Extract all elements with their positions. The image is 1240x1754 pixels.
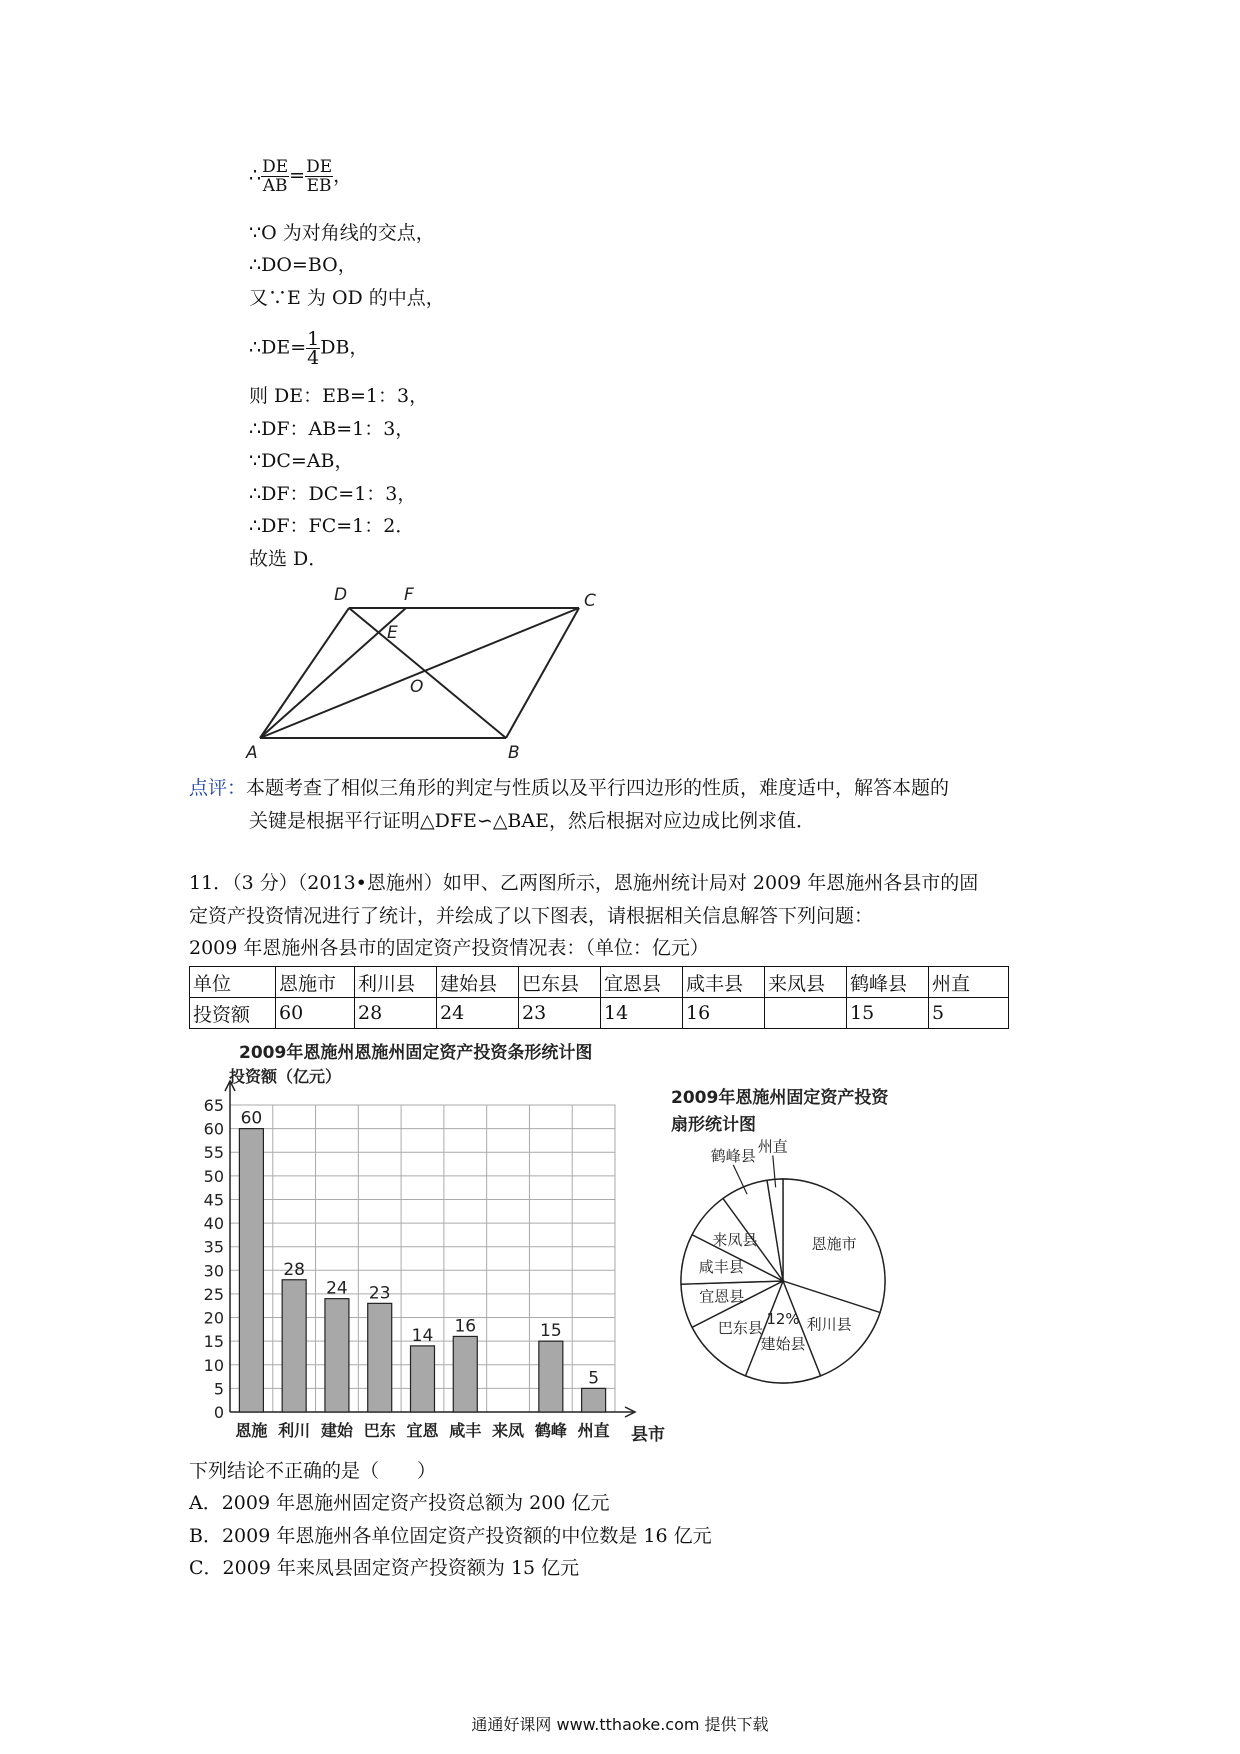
fraction-denominator: AB [262,176,288,196]
de-equals: ∴DE= [249,336,307,359]
x-tick-label: 来凤 [492,1421,525,1440]
x-tick-label: 咸丰 [449,1421,482,1440]
bar-data-label: 28 [283,1259,305,1280]
y-tick-label: 15 [203,1332,224,1352]
question-prompt: 下列结论不正确的是（ ） [189,1460,437,1482]
y-tick-label: 60 [203,1119,224,1139]
comma: ， [333,164,353,187]
fraction-numerator: DE [262,157,289,177]
table-cell: 建始县 [437,967,519,998]
solution-line-9: ∴DF：DC=1：3， [249,483,417,505]
bar-恩施 [239,1129,263,1412]
bar-data-label: 14 [411,1325,434,1346]
bar-data-label: 23 [368,1283,391,1304]
table-cell: 巴东县 [519,967,601,998]
solution-line-11: 故选 D． [249,548,328,570]
table-cell: 60 [276,998,355,1029]
y-tick-label: 0 [213,1403,224,1422]
fraction-one-quarter [306,330,320,367]
y-tick-label: 55 [203,1143,224,1163]
table-cell: 来凤县 [765,967,847,998]
x-tick-label: 恩施 [235,1421,268,1440]
y-tick-label: 25 [203,1284,224,1304]
table-cell: 州直 [929,967,1009,998]
parallelogram-figure [240,580,620,760]
x-tick-label: 宜恩 [406,1421,439,1440]
db-suffix: DB， [320,336,369,359]
question-line-2: 定资产投资情况进行了统计，并绘成了以下图表，请根据相关信息解答下列问题： [189,905,874,927]
option-c: C．2009 年来凤县固定资产投资额为 15 亿元 [189,1557,580,1579]
side-da [260,608,349,738]
y-tick-label: 40 [203,1214,224,1234]
label-d: D [334,585,348,605]
bar-data-label: 15 [540,1321,562,1342]
pie-title-line-1: 2009年恩施州固定资产投资 [671,1088,889,1108]
y-tick-label: 50 [203,1166,224,1186]
fraction-de-ab [261,158,289,195]
solution-line-1 [249,158,352,195]
table-value-row [190,998,1009,1029]
y-tick-label: 35 [203,1237,224,1257]
y-tick-label: 20 [203,1308,224,1328]
solution-line-4: 又∵E 为 OD 的中点， [249,287,445,309]
bar-鹤峰 [539,1341,563,1412]
y-tick-label: 5 [213,1379,224,1399]
solution-line-5 [249,330,368,367]
bar-data-label: 60 [240,1108,263,1129]
option-b: B．2009 年恩施州各单位固定资产投资额的中位数是 16 亿元 [189,1525,712,1547]
bar-chart [185,1040,675,1450]
pie-label: 巴东县 [717,1318,763,1337]
table-cell: 宜恩县 [601,967,683,998]
x-tick-label: 利川 [278,1421,311,1440]
diagonal-ac [260,608,579,738]
label-a: A [246,743,258,760]
therefore-symbol: ∴ [249,164,262,187]
y-tick-label: 65 [203,1096,224,1115]
x-axis-label: 县市 [631,1425,665,1445]
bar-咸丰 [453,1336,477,1412]
bar-利川 [282,1280,306,1412]
investment-table [189,966,1009,1029]
y-tick-label: 10 [203,1355,224,1375]
option-a: A．2009 年恩施州固定资产投资总额为 200 亿元 [189,1492,610,1514]
segment-af [260,608,406,738]
pie-label: 宜恩县 [699,1287,745,1306]
equals-sign: = [289,164,306,187]
fraction-denominator: 4 [307,347,320,369]
solution-line-8: ∵DC=AB， [249,450,354,472]
bar-宜恩 [411,1346,435,1412]
label-f: F [404,585,414,605]
table-cell: 恩施市 [276,967,355,998]
label-e: E [387,623,398,643]
pie-label: 利川县 [806,1315,852,1334]
solution-line-7: ∴DF：AB=1：3， [249,418,415,440]
y-tick-label: 45 [203,1190,224,1210]
table-cell: 28 [355,998,437,1029]
comment-line-2: 关键是根据平行证明△DFE∽△BAE，然后根据对应边成比例求值． [249,810,815,832]
bar-州直 [582,1388,606,1412]
pie-label: 州直 [757,1137,788,1156]
page-footer: 通通好课网 www.tthaoke.com 提供下载 [471,1715,769,1734]
pie-label: 来凤县 [712,1230,758,1249]
comment-label: 点评： [189,777,247,799]
table-cell: 投资额 [190,998,276,1029]
bar-data-label: 16 [454,1316,477,1337]
table-cell: 24 [437,998,519,1029]
fraction-numerator: 1 [307,328,320,350]
table-caption: 2009 年恩施州各县市的固定资产投资情况表：（单位：亿元） [189,937,709,959]
table-cell: 5 [929,998,1009,1029]
pie-label: 恩施市 [811,1234,857,1253]
label-c: C [584,591,596,611]
table-cell: 利川县 [355,967,437,998]
label-b: B [508,743,520,760]
solution-line-6: 则 DE：EB=1：3， [249,385,429,407]
comment-line-1 [189,777,949,799]
table-cell: 咸丰县 [683,967,765,998]
pie-label: 建始县 [760,1335,806,1354]
table-cell: 鹤峰县 [847,967,929,998]
diagonal-db [349,608,506,738]
comment-text: 本题考查了相似三角形的判定与性质以及平行四边形的性质，难度适中，解答本题的 [246,777,950,799]
table-cell [765,998,847,1029]
x-tick-label: 巴东 [363,1421,396,1440]
bar-data-label: 24 [326,1278,348,1299]
x-tick-label: 鹤峰 [534,1421,567,1440]
solution-line-10: ∴DF：FC=1：2． [249,515,415,537]
label-o: O [410,677,424,697]
bar-chart-title: 2009年恩施州恩施州固定资产投资条形统计图 [239,1043,593,1063]
question-line-1: 11．（3 分）（2013•恩施州）如甲、乙两图所示，恩施州统计局对 2009 年恩施州各县市的固 [189,872,979,894]
pie-label: 鹤峰县 [710,1146,756,1165]
bar-data-label: 5 [588,1368,600,1389]
table-header-row [190,967,1009,998]
pie-title-line-2: 扇形统计图 [671,1115,756,1135]
bar-建始 [325,1299,349,1412]
side-bc [506,608,579,738]
fraction-denominator: EB [306,176,332,196]
solution-line-3: ∴DO=BO， [249,254,357,276]
pie-chart [665,1085,945,1395]
y-axis-label: 投资额（亿元） [229,1067,342,1086]
solution-line-2: ∵O 为对角线的交点， [249,222,435,244]
fraction-de-eb [305,158,333,195]
x-tick-label: 建始 [320,1421,353,1440]
fraction-numerator: DE [306,157,333,177]
table-cell: 16 [683,998,765,1029]
y-tick-label: 30 [203,1261,224,1281]
pie-percent-label: 12% [766,1309,800,1328]
x-tick-label: 州直 [577,1421,610,1440]
table-cell: 23 [519,998,601,1029]
table-cell: 15 [847,998,929,1029]
table-cell: 单位 [190,967,276,998]
table-cell: 14 [601,998,683,1029]
bar-巴东 [368,1303,392,1412]
pie-label: 咸丰县 [698,1258,744,1277]
